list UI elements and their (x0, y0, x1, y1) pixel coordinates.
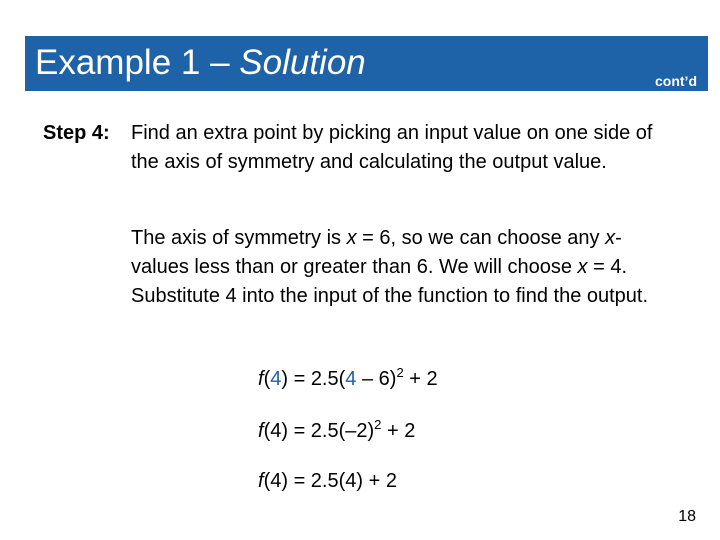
eq2-tail: + 2 (381, 420, 416, 442)
eq2-exponent: 2 (374, 417, 382, 432)
para-text-4: = 4. Substitute 4 into the input of the function to find the output. (131, 256, 649, 307)
para-text-3: -values less than or greater than 6. We will choose (131, 227, 622, 278)
para-text-1: The axis of symmetry is (131, 227, 347, 249)
function-name: f (258, 420, 264, 442)
eq3-body: (4) = 2.5(4) + 2 (263, 470, 397, 492)
variable-x: x (605, 227, 616, 249)
page-number: 18 (678, 508, 696, 525)
step-text: Find an extra point by picking an input value on one side of the axis of symmetry and calculating the output value. (131, 122, 653, 173)
equation-3 (258, 469, 397, 493)
variable-x: x (346, 227, 357, 249)
function-name: f (258, 470, 264, 492)
eq1-mid: ) = 2.5( (281, 368, 346, 390)
eq1-input: 4 (270, 368, 282, 390)
eq1-tail: + 2 (403, 368, 438, 390)
para-text-2: = 6, so we can choose any (356, 227, 606, 249)
eq1-exponent: 2 (396, 365, 404, 380)
continued-label: cont’d (655, 73, 697, 89)
title-bar (25, 36, 708, 91)
equation-2 (258, 419, 415, 443)
eq2-body: (4) = 2.5(–2) (263, 420, 375, 442)
title-emphasis: Solution (239, 43, 366, 82)
step-block (43, 119, 663, 177)
explanation-paragraph (131, 224, 671, 311)
title-main: Example 1 – (35, 43, 240, 82)
slide-title (35, 43, 366, 83)
function-name: f (258, 368, 264, 390)
eq1-rest: – 6) (356, 368, 397, 390)
step-label: Step 4: (43, 122, 110, 144)
eq1-open: ( (263, 368, 271, 390)
variable-x: x (577, 256, 588, 278)
equation-1 (258, 367, 438, 391)
eq1-input-sub: 4 (345, 368, 357, 390)
